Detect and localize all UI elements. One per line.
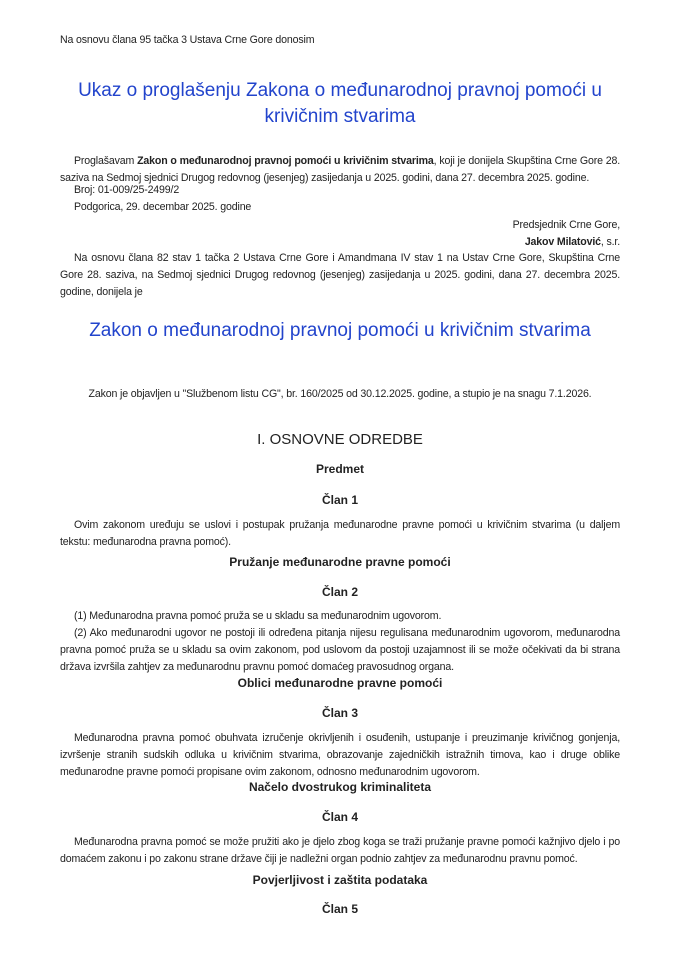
place-date: Podgorica, 29. decembar 2025. godine [74, 201, 252, 213]
publication-note: Zakon je objavljen u "Službenom listu CG", br. 160/2025 od 30.12.2025. godine, a stupio je na snagu 7.1.2026. [88, 388, 592, 400]
signature-suffix: , s.r. [600, 236, 620, 248]
article-heading: Predmet [315, 462, 365, 476]
law-title: Zakon o međunarodnoj pravnoj pomoći u krivičnim stvarima [89, 320, 591, 341]
signature-name: Jakov Milatović [524, 236, 601, 248]
intro-text: Na osnovu člana 95 tačka 3 Ustava Crne Gore donosim [60, 34, 315, 46]
article-heading: Pružanje međunarodne pravne pomoći [229, 555, 451, 569]
article-paragraph: (2) Ako međunarodni ugovor ne postoji ili određena pitanja nijesu regulisana međunarodnim ugovorom, međunarodna pravna pomoć pruža se u skladu sa ovim zakonom, pod uslovom da postoji uzajamnost ili se može očekivati da bi strana država izvršila zahtjev za međunarodnu pravnu pomoć domaćeg pravosudnog organa. [60, 627, 620, 673]
ukaz-title: Ukaz o proglašenju Zakona o međunarodnoj pravnoj pomoći u krivičnim stvarima [78, 80, 602, 127]
preamble: Na osnovu člana 82 stav 1 tačka 2 Ustava Crne Gore i Amandmana IV stav 1 na Ustav Crne Gore, Skupština Crne Gore 28. saziva, na Sedmoj sjednici Drugog redovnog (jesenjeg) zasijedanja u 2025. godini, dana 27. decembra 2025. godine, donijela je [60, 252, 620, 298]
proglasavam-suffix: , koji je donijela Skupština Crne Gore 28. saziva na Sedmoj sjednici Drugog redovnog (jesenjeg) zasijedanja u 2025. godini, dana 27. decembra 2025. godine. [60, 155, 620, 184]
proglasavam-prefix: Proglašavam [74, 155, 138, 167]
article-paragraph: Međunarodna pravna pomoć obuhvata izručenje okrivljenih i osuđenih, ustupanje i preuzimanje krivičnog gonjenja, izvršenje stranih sudskih odluka u krivičnim stvarima, obrazovanje zajedničkih istražnih timova, kao i druge oblike međunarodne pravne pomoći propisane ovim zakonom, odnosno međunarodnim ugovorom. [60, 732, 620, 778]
signature-role: Predsjednik Crne Gore, [512, 219, 620, 231]
article-paragraph: Ovim zakonom uređuju se uslovi i postupak pružanja međunarodne pravne pomoći u krivičnim stvarima (u daljem tekstu: međunarodna pravna pomoć). [60, 519, 620, 548]
article-number: Član 4 [321, 810, 358, 824]
signature [60, 234, 620, 251]
section-heading: I. OSNOVNE ODREDBE [257, 431, 423, 448]
article-heading: Povjerljivost i zaštita podataka [252, 873, 428, 887]
article-heading: Načelo dvostrukog kriminaliteta [248, 780, 432, 794]
article-paragraph: Međunarodna pravna pomoć se može pružiti ako je djelo zbog koga se traži pružanje pravne pomoći kažnjivo djelo i po domaćem zakonu i po zakonu strane države čiji je nadležni organ podnio zahtjev za međunarodnu pravnu pomoć. [60, 836, 620, 865]
article-number: Član 3 [321, 706, 358, 720]
proglasavam-law-name: Zakon o međunarodnoj pravnoj pomoći u krivičnim stvarima [137, 155, 434, 167]
broj: Broj: 01-009/25-2499/2 [74, 184, 180, 196]
article-number: Član 2 [321, 585, 358, 599]
article-number: Član 1 [321, 493, 358, 507]
article-heading: Oblici međunarodne pravne pomoći [237, 676, 443, 690]
article-number: Član 5 [321, 902, 358, 916]
article-paragraph: (1) Međunarodna pravna pomoć pruža se u skladu sa međunarodnim ugovorom. [74, 610, 442, 622]
